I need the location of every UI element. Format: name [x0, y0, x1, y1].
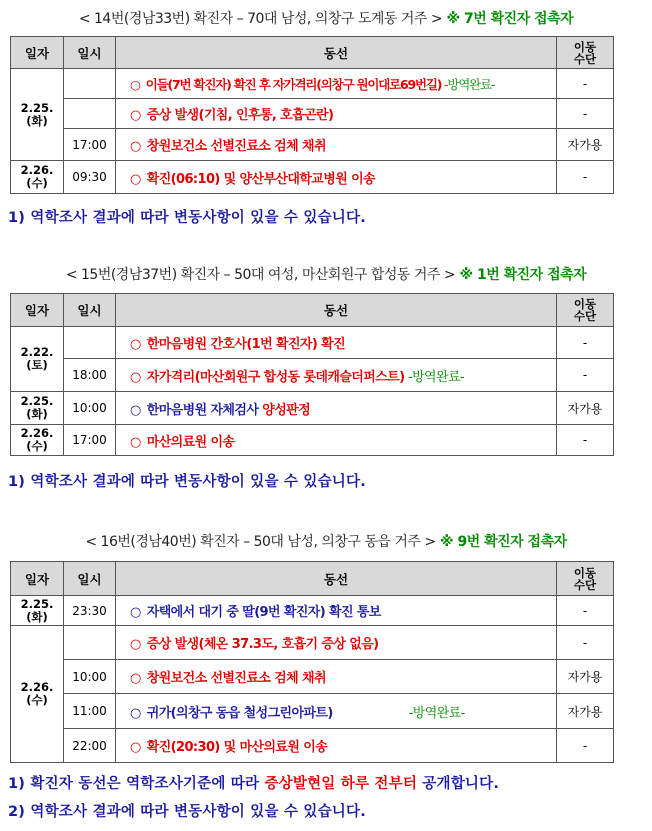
- header-date: 일자: [11, 562, 64, 596]
- date-cell: 2.25. (화): [11, 392, 64, 425]
- route-text: 확진(20:30) 및 마산의료원 이송: [146, 740, 328, 755]
- case16-route-table: [10, 561, 614, 763]
- note-highlight: 증상발현일 하루 전부터: [264, 776, 418, 792]
- route-text: 자택에서 대기 중 딸(9번 확진자) 확진 통보: [146, 605, 381, 620]
- circle-marker: ○: [130, 740, 141, 755]
- transport-cell: -: [557, 69, 614, 99]
- route-text: 한마음병원 간호사(1번 확진자) 확진: [146, 337, 346, 352]
- header-date: 일자: [11, 37, 64, 69]
- table-row: [11, 99, 614, 129]
- transport-cell: -: [557, 327, 614, 359]
- route-cell: [116, 729, 557, 763]
- case14-heading-contact: ※ 7번 확진자 접촉자: [446, 11, 574, 27]
- table-header-row: [11, 562, 614, 596]
- circle-marker: ○: [130, 108, 141, 123]
- case15-route-table: [10, 293, 614, 456]
- header-transport: 이동 수단: [557, 562, 614, 596]
- route-cell: [116, 359, 557, 392]
- transport-cell: 자가용: [557, 129, 614, 161]
- circle-marker: ○: [130, 402, 141, 418]
- disinfected-label: -방역완료-: [404, 369, 464, 385]
- route-cell: [116, 327, 557, 359]
- route-cell: [116, 596, 557, 626]
- transport-cell: -: [557, 626, 614, 660]
- time-cell: 22:00: [64, 729, 116, 763]
- table-row: [11, 327, 614, 359]
- table-row: [11, 729, 614, 763]
- circle-marker: ○: [130, 337, 141, 352]
- transport-cell: -: [557, 596, 614, 626]
- route-cell: [116, 129, 557, 161]
- case16-note-2: 2) 역학조사 결과에 따라 변동사항이 있을 수 있습니다.: [8, 804, 366, 820]
- table-row: [11, 392, 614, 425]
- date-cell: 2.25. (화): [11, 596, 64, 626]
- note-text: 공개합니다.: [417, 776, 500, 792]
- header-time: 일시: [64, 37, 116, 69]
- time-cell: 09:30: [64, 161, 116, 194]
- time-cell: [64, 69, 116, 99]
- case14-note: 1) 역학조사 결과에 따라 변동사항이 있을 수 있습니다.: [8, 210, 366, 226]
- table-row: [11, 660, 614, 694]
- transport-cell: -: [557, 425, 614, 456]
- date-cell: 2.22. (토): [11, 327, 64, 392]
- disinfected-label: -방역완료-: [441, 76, 495, 92]
- route-cell: [116, 694, 557, 729]
- header-route: 동선: [116, 562, 557, 596]
- header-route: 동선: [116, 37, 557, 69]
- circle-marker: ○: [130, 671, 141, 686]
- note-text: 1) 확진자 동선은 역학조사기준에 따라: [8, 776, 265, 792]
- table-row: [11, 626, 614, 660]
- route-cell: [116, 99, 557, 129]
- transport-cell: -: [557, 99, 614, 129]
- route-cell: [116, 626, 557, 660]
- transport-cell: -: [557, 161, 614, 194]
- route-text: 마산의료원 이송: [146, 434, 235, 450]
- time-cell: [64, 99, 116, 129]
- date-cell: 2.26. (수): [11, 626, 64, 763]
- route-text: 자가격리(마산회원구 합성동 롯데캐슬더퍼스트): [146, 369, 405, 385]
- route-text: 창원보건소 선별진료소 검체 채취: [146, 139, 326, 154]
- table-row: [11, 161, 614, 194]
- transport-cell: -: [557, 729, 614, 763]
- time-cell: 11:00: [64, 694, 116, 729]
- table-row: [11, 425, 614, 456]
- route-text: 증상 발생(체온 37.3도, 호흡기 증상 없음): [146, 637, 379, 652]
- header-time: 일시: [64, 562, 116, 596]
- transport-cell: -: [557, 359, 614, 392]
- route-cell: [116, 425, 557, 456]
- table-header-row: [11, 37, 614, 69]
- header-transport: 이동 수단: [557, 37, 614, 69]
- circle-marker: ○: [130, 637, 141, 652]
- route-cell: [116, 392, 557, 425]
- time-cell: 17:00: [64, 425, 116, 456]
- time-cell: [64, 327, 116, 359]
- transport-cell: 자가용: [557, 660, 614, 694]
- route-cell: [116, 69, 557, 99]
- case15-heading-main: < 15번(경남37번) 확진자 – 50대 여성, 마산회원구 합성동 거주 >: [65, 267, 456, 283]
- circle-marker: ○: [130, 369, 141, 385]
- case16-heading-contact: ※ 9번 확진자 접촉자: [439, 534, 567, 550]
- time-cell: 10:00: [64, 392, 116, 425]
- time-cell: 10:00: [64, 660, 116, 694]
- table-row: [11, 69, 614, 99]
- date-cell: 2.26. (수): [11, 425, 64, 456]
- time-cell: 18:00: [64, 359, 116, 392]
- case14-heading-main: < 14번(경남33번) 확진자 – 70대 남성, 의창구 도계동 거주 >: [78, 11, 443, 27]
- case16-note-1: [8, 772, 499, 793]
- table-header-row: [11, 294, 614, 327]
- circle-marker: ○: [130, 705, 141, 721]
- time-cell: [64, 626, 116, 660]
- time-cell: 23:30: [64, 596, 116, 626]
- case14-route-table: [10, 36, 614, 194]
- positive-result-text: 양성판정: [262, 402, 311, 418]
- case14-heading: [0, 8, 652, 28]
- circle-marker: ○: [130, 76, 140, 92]
- case15-note: 1) 역학조사 결과에 따라 변동사항이 있을 수 있습니다.: [8, 474, 366, 490]
- case15-heading-contact: ※ 1번 확진자 접촉자: [459, 267, 587, 283]
- route-text: 이들(7번 확진자) 확진 후 자가격리(의창구 원이대로69번길): [145, 76, 442, 92]
- route-cell: [116, 161, 557, 194]
- circle-marker: ○: [130, 605, 141, 620]
- case16-heading-main: < 16번(경남40번) 확진자 – 50대 남성, 의창구 동읍 거주 >: [85, 534, 436, 550]
- transport-cell: 자가용: [557, 392, 614, 425]
- route-text: 창원보건소 선별진료소 검체 채취: [146, 671, 326, 686]
- route-text: 한마음병원 자체검사: [146, 402, 263, 418]
- date-cell: 2.25. (화): [11, 69, 64, 161]
- time-cell: 17:00: [64, 129, 116, 161]
- route-text: 증상 발생(기침, 인후통, 호흡곤란): [146, 108, 334, 123]
- route-text: 귀가(의창구 동읍 철성그린아파트): [146, 705, 333, 721]
- header-date: 일자: [11, 294, 64, 327]
- case16-heading: [0, 531, 652, 551]
- table-row: [11, 596, 614, 626]
- circle-marker: ○: [130, 139, 141, 154]
- route-text: 확진(06:10) 및 양산부산대학교병원 이송: [146, 171, 376, 187]
- header-time: 일시: [64, 294, 116, 327]
- transport-cell: 자가용: [557, 694, 614, 729]
- disinfected-label: -방역완료-: [408, 705, 465, 721]
- circle-marker: ○: [130, 171, 141, 187]
- header-route: 동선: [116, 294, 557, 327]
- table-row: [11, 129, 614, 161]
- table-row: [11, 694, 614, 729]
- case15-heading: [0, 264, 652, 284]
- header-transport: 이동 수단: [557, 294, 614, 327]
- table-row: [11, 359, 614, 392]
- route-cell: [116, 660, 557, 694]
- date-cell: 2.26. (수): [11, 161, 64, 194]
- circle-marker: ○: [130, 434, 141, 450]
